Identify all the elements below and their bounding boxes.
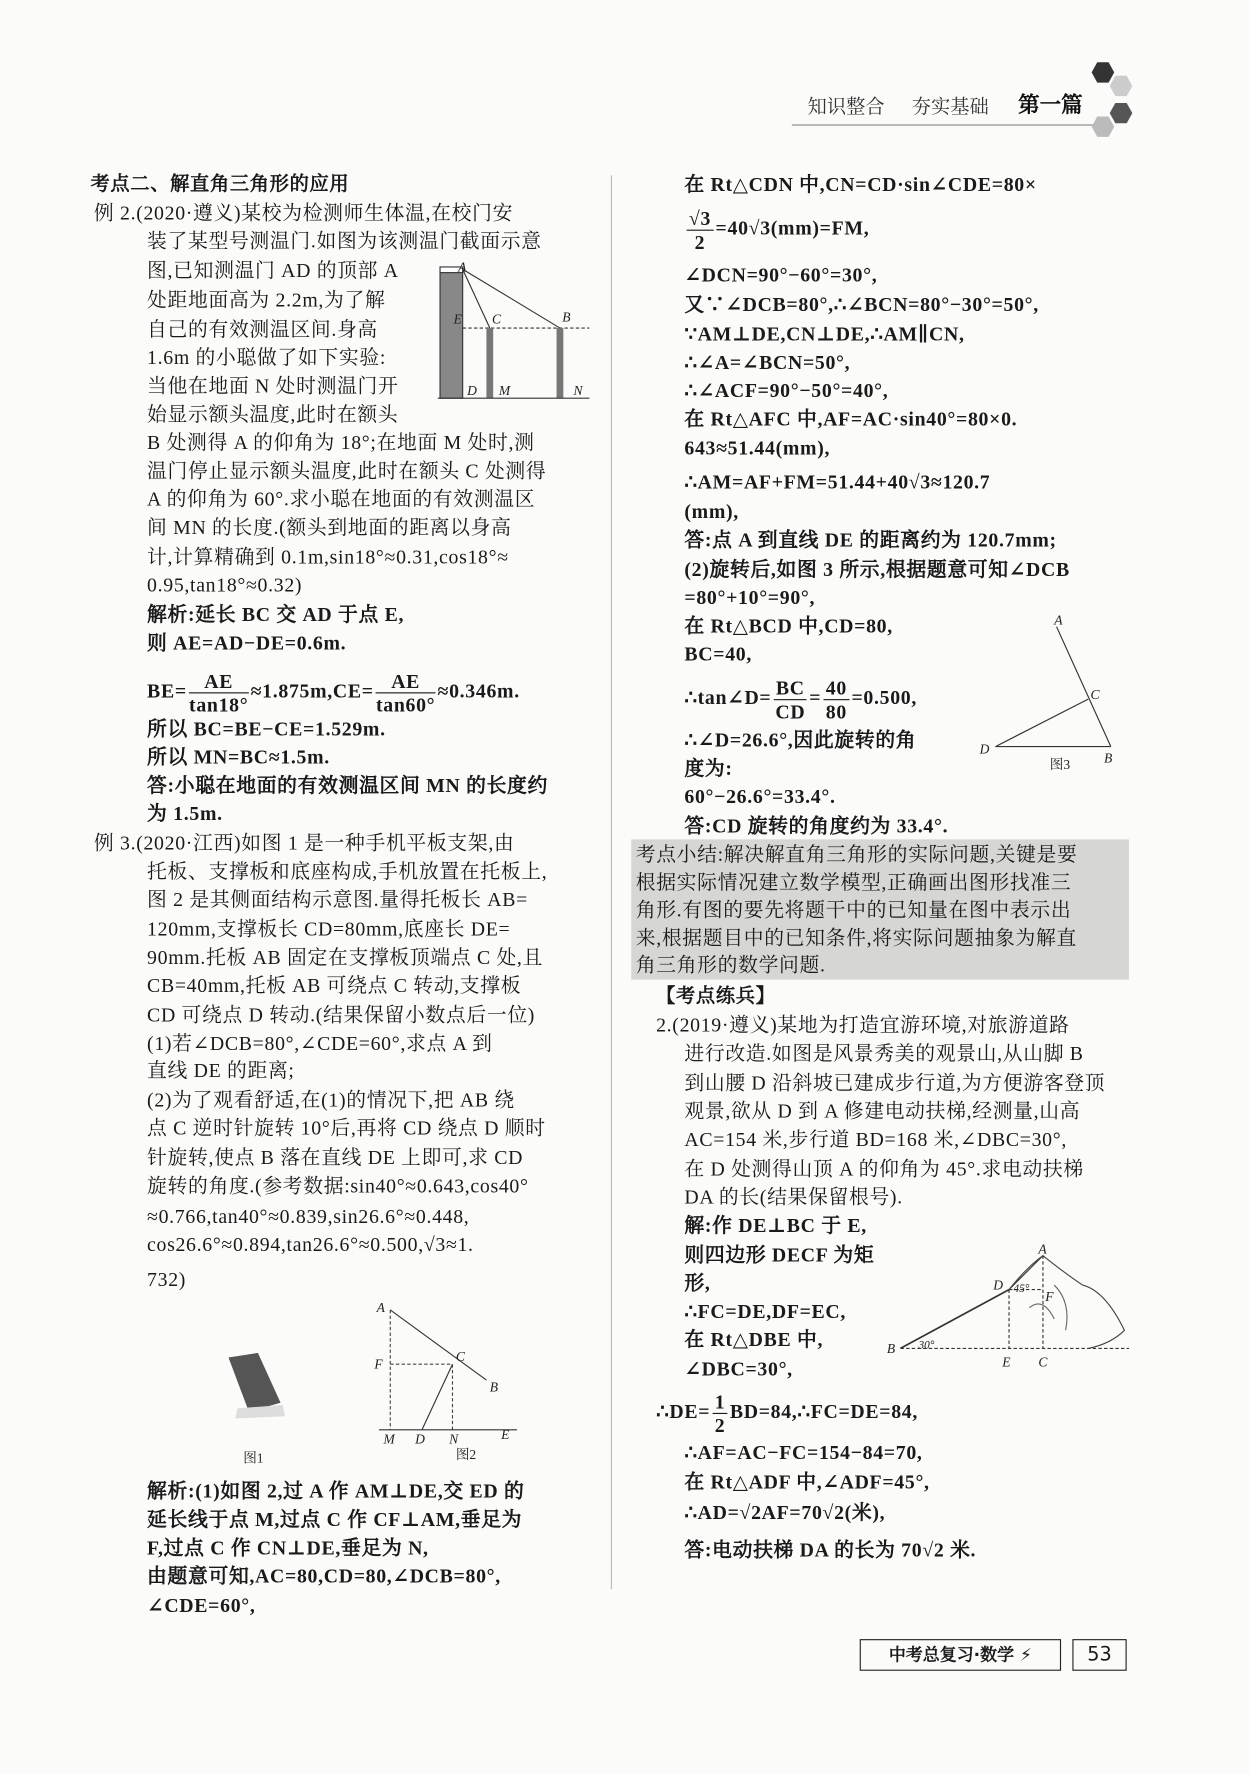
header-subtitle: 夯实基础 bbox=[911, 96, 989, 119]
left-text-line: 则 AE=AD−DE=0.6m. bbox=[147, 631, 347, 654]
fraction bbox=[687, 207, 714, 253]
right-text-line: ∵AM⊥DE,CN⊥DE,∴AM∥CN, bbox=[684, 322, 965, 346]
text: ≈1.875m,CE= bbox=[250, 679, 374, 702]
right-text-line: (mm), bbox=[684, 499, 739, 523]
right-text-line: (2)旋转后,如图 3 所示,根据题意可知∠DCB bbox=[684, 557, 1070, 581]
left-text-line: 1.6m 的小聪做了如下实验: bbox=[147, 346, 387, 369]
figure-3-diagram bbox=[975, 611, 1133, 775]
left-text-line: 针旋转,使点 B 落在直线 DE 上即可,求 CD bbox=[147, 1145, 524, 1169]
right-text-line: ∠DBC=30°, bbox=[684, 1357, 793, 1381]
left-text-line: 处距地面高为 2.2m,为了解 bbox=[147, 288, 386, 312]
right-text-line: ∴AM=AF+FM=51.44+40√3≈120.7 bbox=[684, 470, 991, 494]
left-text-line: (1)若∠DCB=80°,∠CDE=60°,求点 A 到 bbox=[147, 1031, 493, 1055]
left-text-line: 图,已知测温门 AD 的顶部 A bbox=[147, 259, 399, 282]
left-text-line: 解析:(1)如图 2,过 A 作 AM⊥DE,交 ED 的 bbox=[147, 1479, 525, 1503]
right-text-line: 在 Rt△ADF 中,∠ADF=45°, bbox=[684, 1470, 930, 1494]
fraction bbox=[824, 676, 850, 722]
label: A bbox=[1038, 1241, 1047, 1257]
label: D bbox=[993, 1277, 1003, 1293]
label: C bbox=[1090, 687, 1100, 703]
right-text-line: 度为: bbox=[684, 756, 733, 780]
label: N bbox=[573, 382, 583, 398]
left-text-line: (2)为了观看舒适,在(1)的情况下,把 AB 绕 bbox=[147, 1088, 515, 1111]
left-text-line: 装了某型号测温门.如图为该测温门截面示意 bbox=[147, 229, 542, 253]
fraction-line-fm bbox=[684, 207, 869, 253]
left-text-line: 旋转的角度.(参考数据:sin40°≈0.643,cos40° bbox=[147, 1174, 529, 1197]
summary-line: 角三角形的数学问题. bbox=[635, 953, 826, 977]
right-text-line: 答:点 A 到直线 DE 的距离约为 120.7mm; bbox=[684, 528, 1057, 551]
left-text-line: 点 C 逆时针旋转 10°后,再将 CD 绕点 D 顺时 bbox=[147, 1116, 546, 1140]
fraction bbox=[376, 670, 435, 716]
left-text-line: 所以 MN=BC≈1.5m. bbox=[147, 745, 330, 769]
left-text-line: 120mm,支撑板长 CD=80mm,底座长 DE= bbox=[147, 917, 511, 941]
text: ≈0.346m. bbox=[437, 679, 520, 702]
right-text-line: 形, bbox=[684, 1271, 711, 1295]
caption: 图3 bbox=[1049, 757, 1071, 773]
column-divider bbox=[611, 175, 612, 1589]
right-text-line: 又∵∠DCB=80°,∴∠BCN=80°−30°=50°, bbox=[684, 292, 1039, 316]
numerator: 1 bbox=[712, 1390, 727, 1414]
fraction bbox=[189, 670, 248, 716]
left-text-line: cos26.6°≈0.894,tan26.6°≈0.500,√3≈1. bbox=[147, 1233, 474, 1256]
label: E bbox=[501, 1426, 510, 1442]
right-text-line: ∴∠ACF=90°−50°=40°, bbox=[684, 378, 889, 402]
right-text-line: ∴∠D=26.6°,因此旋转的角 bbox=[684, 728, 917, 752]
left-text-line: 90mm.托板 AB 固定在支撑板顶端点 C 处,且 bbox=[147, 945, 544, 969]
label: C bbox=[455, 1348, 465, 1364]
text: ∴tan∠D= bbox=[684, 686, 772, 709]
figure-temperature-gate bbox=[436, 258, 594, 407]
left-text-line: 所以 BC=BE−CE=1.529m. bbox=[147, 717, 386, 740]
right-text-line: ∴∠A=∠BCN=50°, bbox=[684, 350, 851, 374]
label: A bbox=[458, 259, 467, 275]
left-text-line: 由题意可知,AC=80,CD=80,∠DCB=80°, bbox=[147, 1564, 501, 1588]
left-text-line: 托板、支撑板和底座构成,手机放置在托板上, bbox=[147, 859, 548, 883]
right-text-line: 在 D 处测得山顶 A 的仰角为 45°.求电动扶梯 bbox=[684, 1157, 1084, 1180]
left-text-line: 0.95,tan18°≈0.32) bbox=[147, 573, 303, 597]
label: B bbox=[886, 1340, 896, 1356]
label: A bbox=[376, 1300, 385, 1316]
label: F bbox=[1045, 1288, 1054, 1304]
figure-1-phone-stand bbox=[215, 1346, 300, 1470]
lightning-icon: ⚡ bbox=[1019, 1644, 1032, 1666]
text: BE= bbox=[147, 679, 187, 702]
label: B bbox=[562, 309, 571, 325]
right-text-line: 答:电动扶梯 DA 的长为 70√2 米. bbox=[684, 1538, 977, 1562]
left-text-line: 温门停止显示额头温度,此时在额头 C 处测得 bbox=[147, 459, 547, 482]
right-text-line: 643≈51.44(mm), bbox=[684, 436, 831, 460]
left-text-line: 732) bbox=[147, 1268, 187, 1291]
fraction bbox=[712, 1390, 727, 1436]
right-text-line: ∴FC=DE,DF=EC, bbox=[684, 1299, 847, 1323]
label: C bbox=[492, 311, 502, 327]
right-text-line: 则四边形 DECF 为矩 bbox=[684, 1243, 875, 1266]
right-text-line: 到山腰 D 沿斜坡已建成步行道,为方便游客登顶 bbox=[684, 1071, 1106, 1094]
label: D bbox=[979, 741, 990, 757]
right-text-line: AC=154 米,步行道 BD=168 米,∠DBC=30°, bbox=[684, 1127, 1067, 1151]
label: A bbox=[1054, 612, 1063, 628]
book-title: 中考总复习·数学 bbox=[888, 1644, 1015, 1666]
right-text-line: ∠DCN=90°−60°=30°, bbox=[684, 263, 878, 287]
left-text-line: 间 MN 的长度.(额头到地面的距离以身高 bbox=[147, 515, 512, 539]
denominator: 2 bbox=[714, 1414, 726, 1437]
left-text-line: B 处测得 A 的仰角为 18°;在地面 M 处时,测 bbox=[147, 430, 535, 454]
right-text-line: 进行改造.如图是风景秀美的观景山,从山脚 B bbox=[684, 1041, 1084, 1065]
right-text-line: 【考点练兵】 bbox=[656, 985, 776, 1008]
header-rule bbox=[792, 124, 1103, 125]
label: F bbox=[374, 1356, 383, 1372]
left-text-line: 延长线于点 M,过点 C 作 CF⊥AM,垂足为 bbox=[147, 1507, 523, 1531]
numerator: AE bbox=[376, 670, 435, 694]
left-text-line: 自己的有效测温区间.身高 bbox=[147, 317, 378, 341]
fraction-line-be-ce bbox=[147, 670, 520, 716]
hexagon-decoration-icon bbox=[1086, 57, 1137, 142]
left-text-line: ∠CDE=60°, bbox=[147, 1593, 256, 1617]
right-text-line: BC=40, bbox=[684, 642, 752, 666]
left-text-line: CD 可绕点 D 转动.(结果保留小数点后一位) bbox=[147, 1003, 536, 1026]
right-text-line: DA 的长(结果保留根号). bbox=[684, 1185, 903, 1209]
numerator: 40 bbox=[824, 676, 850, 700]
footer-book-title bbox=[860, 1639, 1061, 1671]
label: D bbox=[415, 1431, 425, 1447]
figure-2-diagram bbox=[368, 1299, 526, 1463]
left-text-line: 例 2.(2020·遵义)某校为检测师生体温,在校门安 bbox=[93, 201, 514, 224]
left-text-line: 始显示额头温度,此时在额头 bbox=[147, 402, 399, 426]
numerator: AE bbox=[189, 670, 248, 694]
label: E bbox=[1002, 1354, 1011, 1370]
header-section: 知识整合 bbox=[807, 96, 885, 119]
caption: 图2 bbox=[455, 1447, 477, 1463]
caption: 图1 bbox=[243, 1450, 264, 1466]
label: 30° bbox=[918, 1339, 935, 1352]
right-text-line: ∴AF=AC−FC=154−84=70, bbox=[684, 1441, 923, 1464]
left-text-line: 例 3.(2020·江西)如图 1 是一种手机平板支架,由 bbox=[93, 831, 515, 855]
numerator: BC bbox=[774, 676, 807, 700]
label: B bbox=[489, 1379, 499, 1395]
denominator: tan18° bbox=[189, 693, 249, 717]
right-text-line: 在 Rt△BCD 中,CD=80, bbox=[684, 614, 893, 637]
figure-mountain-diagram bbox=[885, 1240, 1136, 1373]
fraction-line-de bbox=[656, 1390, 918, 1436]
fraction bbox=[774, 676, 807, 722]
left-text-line: 为 1.5m. bbox=[147, 802, 223, 825]
left-text-line: 直线 DE 的距离; bbox=[147, 1058, 295, 1082]
denominator: tan60° bbox=[375, 693, 436, 717]
numerator: √3 bbox=[687, 207, 714, 231]
left-text-line: ≈0.766,tan40°≈0.839,sin26.6°≈0.448, bbox=[147, 1204, 470, 1228]
label: B bbox=[1104, 750, 1113, 766]
label: D bbox=[467, 382, 477, 398]
right-text-line: 在 Rt△AFC 中,AF=AC·sin40°=80×0. bbox=[684, 407, 1018, 430]
left-text-line: 答:小聪在地面的有效测温区间 MN 的长度约 bbox=[147, 773, 548, 797]
right-text-line: 在 Rt△CDN 中,CN=CD·sin∠CDE=80× bbox=[684, 173, 1037, 196]
label: M bbox=[383, 1431, 395, 1447]
left-text-line: A 的仰角为 60°.求小聪在地面的有效测温区 bbox=[147, 487, 536, 511]
left-text-line: F,过点 C 作 CN⊥DE,垂足为 N, bbox=[147, 1536, 429, 1559]
summary-line: 角形.有图的要先将题干中的已知量在图中表示出 bbox=[635, 898, 1072, 921]
text: =0.500, bbox=[851, 686, 917, 709]
fraction-line-tan bbox=[684, 676, 917, 722]
right-text-line: 在 Rt△DBE 中, bbox=[684, 1328, 824, 1351]
label: 45° bbox=[1013, 1282, 1030, 1295]
left-text-line: 计,计算精确到 0.1m,sin18°≈0.31,cos18°≈ bbox=[147, 545, 509, 568]
right-text-line: =80°+10°=90°, bbox=[684, 585, 816, 609]
left-text-line: 考点二、解直角三角形的应用 bbox=[90, 173, 350, 196]
page-number: 53 bbox=[1072, 1639, 1126, 1671]
label: E bbox=[453, 311, 462, 327]
denominator: CD bbox=[775, 700, 806, 723]
right-text-line: 答:CD 旋转的角度约为 33.4°. bbox=[684, 814, 949, 838]
right-text-line: ∴AD=√2AF=70√2(米), bbox=[684, 1501, 886, 1524]
left-text-line: 解析:延长 BC 交 AD 于点 E, bbox=[147, 602, 405, 626]
label: M bbox=[498, 382, 511, 398]
left-text-line: CB=40mm,托板 AB 可绕点 C 转动,支撑板 bbox=[147, 973, 522, 997]
left-text-line: 当他在地面 N 处时测温门开 bbox=[147, 374, 399, 398]
left-text-line: 图 2 是其侧面结构示意图.量得托板长 AB= bbox=[147, 887, 528, 911]
right-text-line: 解:作 DE⊥BC 于 E, bbox=[684, 1213, 867, 1237]
right-text-line: 观景,欲从 D 到 A 修建电动扶梯,经测量,山高 bbox=[684, 1099, 1081, 1123]
summary-line: 考点小结:解决解直角三角形的实际问题,关键是要 bbox=[635, 842, 1078, 866]
text: ∴DE= bbox=[656, 1399, 711, 1423]
summary-line: 根据实际情况建立数学模型,正确画出图形找准三 bbox=[635, 870, 1072, 894]
right-text-line: 2.(2019·遵义)某地为打造宜游环境,对旅游道路 bbox=[656, 1013, 1070, 1037]
text: BD=84,∴FC=DE=84, bbox=[729, 1399, 919, 1423]
header-part: 第一篇 bbox=[1018, 92, 1083, 118]
right-text-line: 60°−26.6°=33.4°. bbox=[684, 785, 836, 808]
denominator: 2 bbox=[694, 230, 706, 254]
text: =40√3(mm)=FM, bbox=[715, 216, 870, 240]
label: N bbox=[449, 1431, 459, 1447]
summary-line: 来,根据题目中的已知条件,将实际问题抽象为解直 bbox=[635, 925, 1077, 949]
denominator: 80 bbox=[825, 700, 847, 723]
label: C bbox=[1038, 1354, 1048, 1370]
text: = bbox=[809, 686, 822, 709]
